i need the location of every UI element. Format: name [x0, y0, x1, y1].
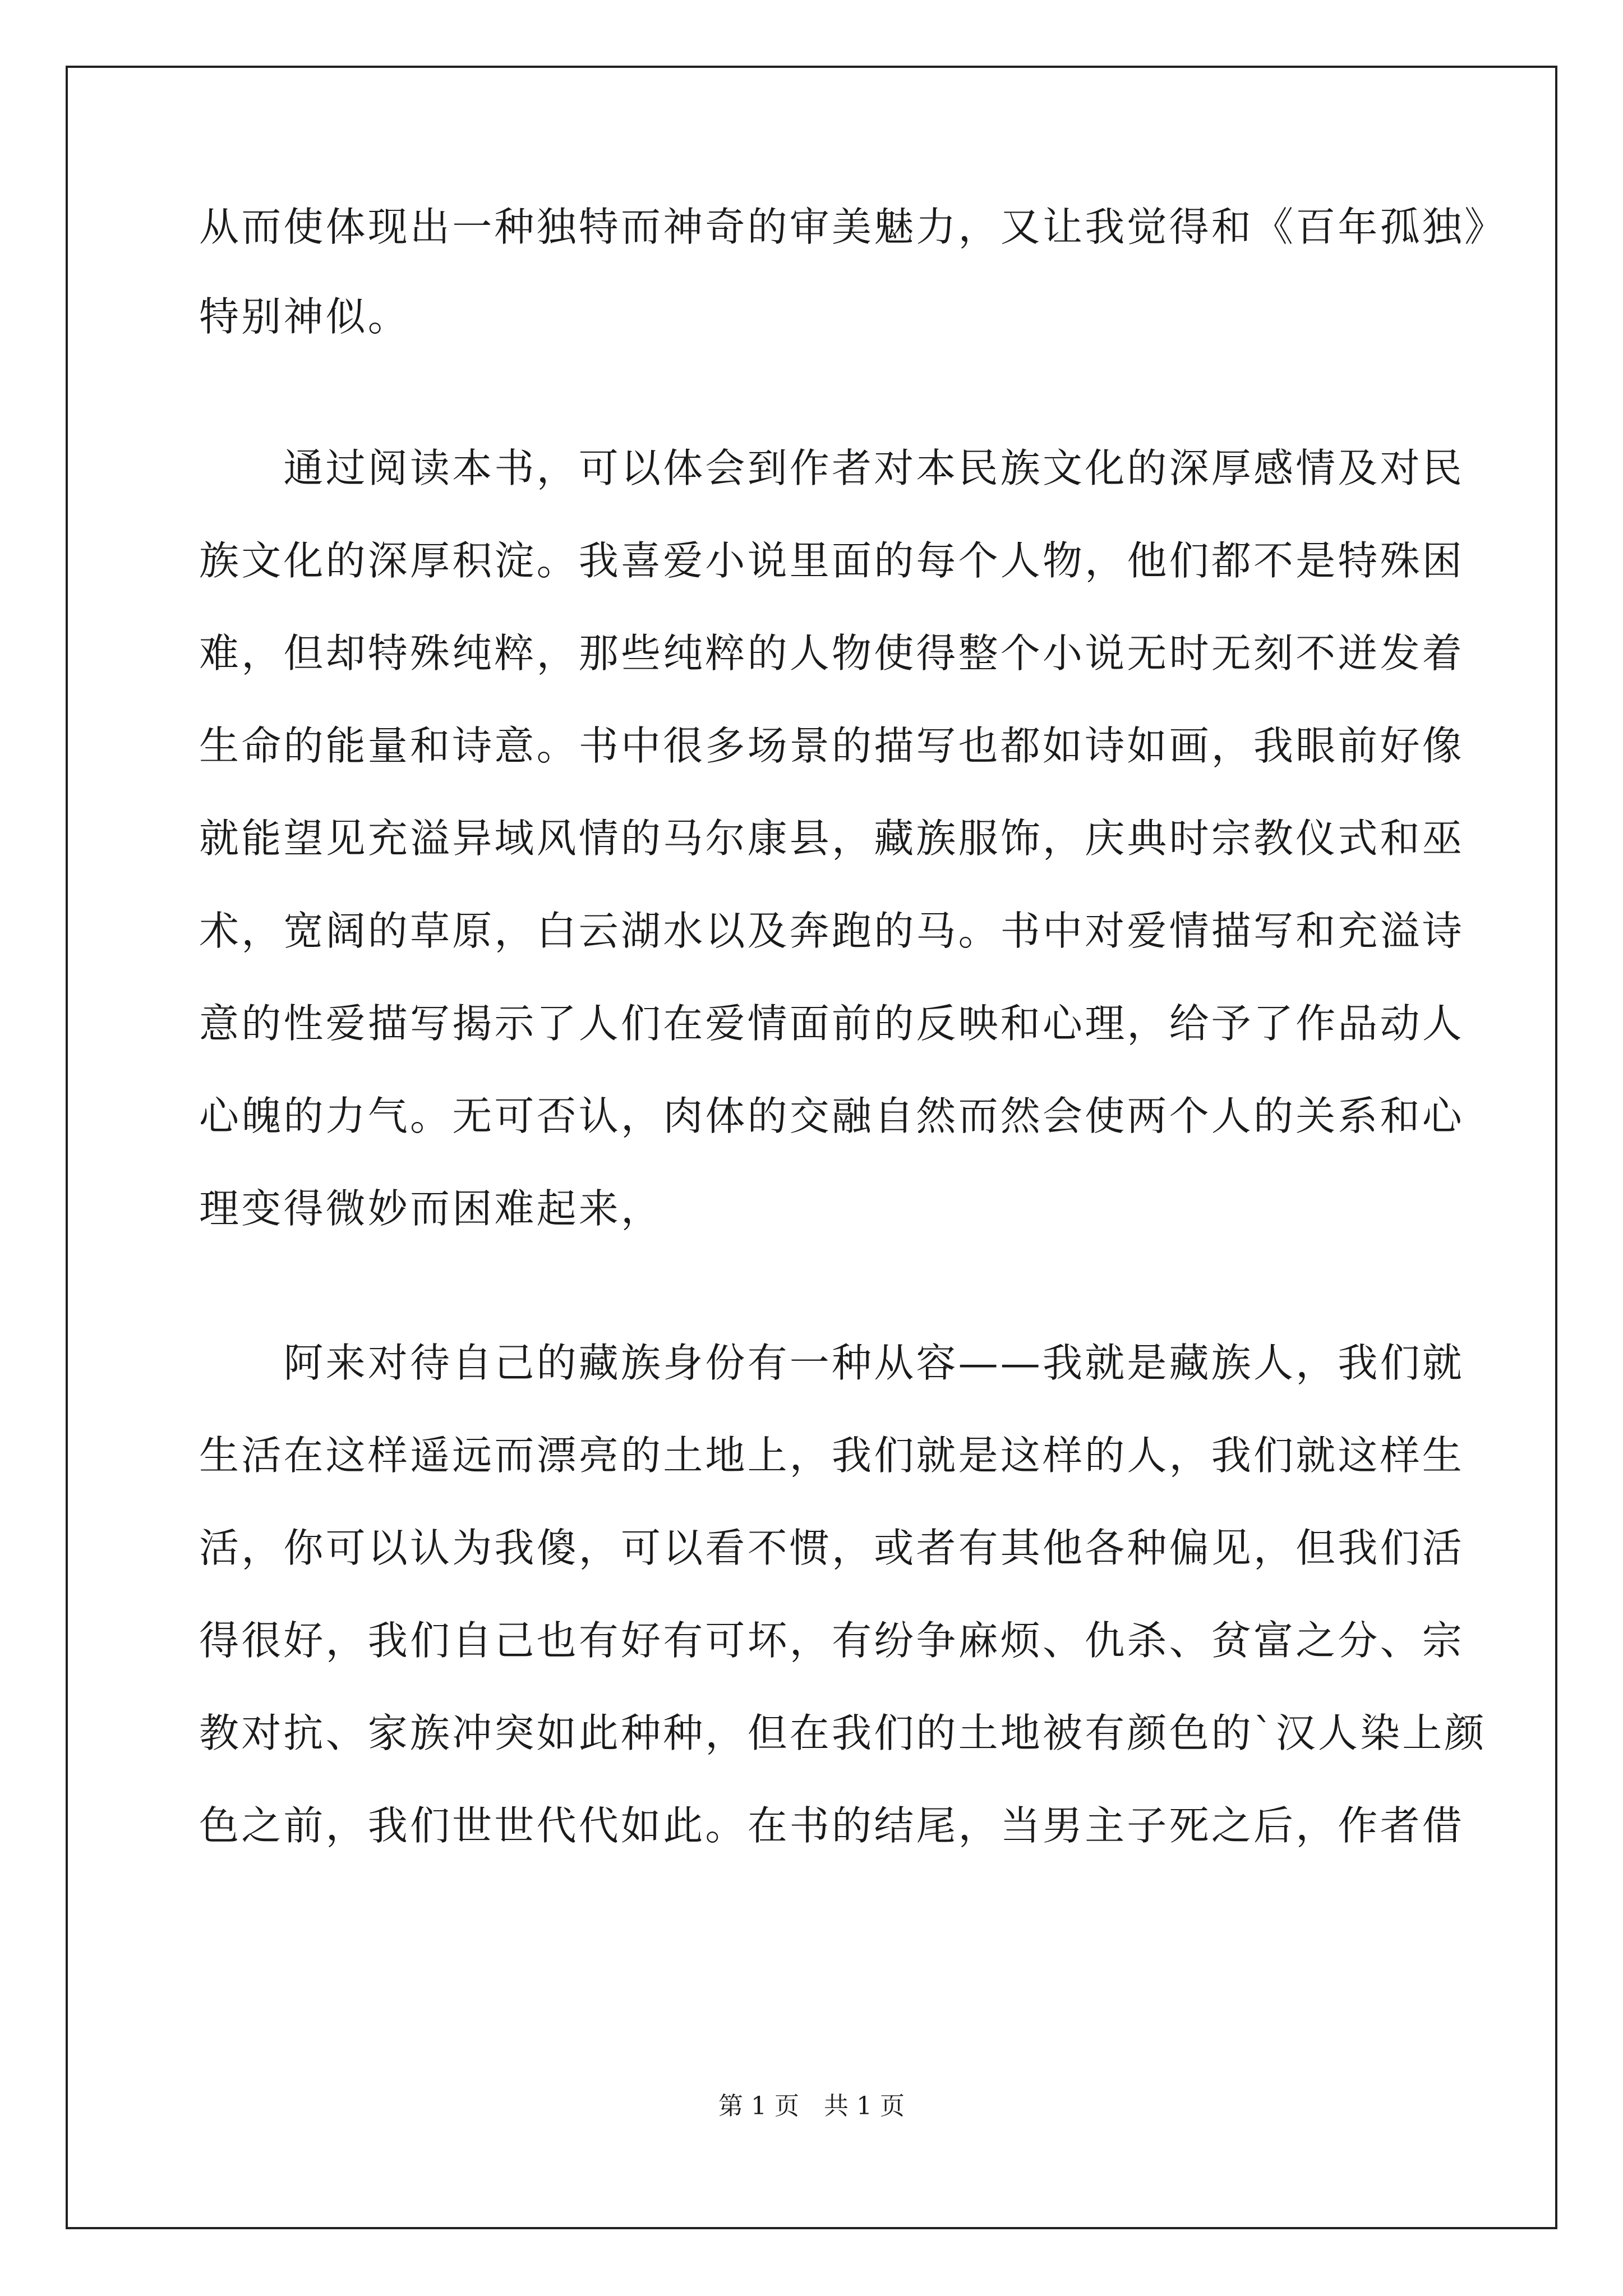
text-line: 色之前，我们世世代代如此。在书的结尾，当男主子死之后，作者借	[199, 1802, 1465, 1849]
text-line: 得很好，我们自己也有好有可坏，有纷争麻烦、仇杀、贫富之分、宗	[199, 1617, 1465, 1664]
text-line: 通过阅读本书，可以体会到作者对本民族文化的深厚感情及对民	[199, 445, 1465, 491]
page-number-footer: 第 1 页 共 1 页	[718, 2092, 905, 2120]
page-border	[66, 66, 1557, 2229]
text-line: 生活在这样遥远而漂亮的土地上，我们就是这样的人，我们就这样生	[199, 1432, 1465, 1479]
text-line: 难，但却特殊纯粹，那些纯粹的人物使得整个小说无时无刻不迸发着	[199, 630, 1465, 677]
text-line: 从而使体现出一种独特而神奇的审美魅力，又让我觉得和《百年孤独》	[199, 204, 1507, 250]
text-line: 术，宽阔的草原，白云湖水以及奔跑的马。书中对爱情描写和充溢诗	[199, 908, 1465, 954]
text-line: 理变得微妙而困难起来，	[199, 1185, 663, 1232]
text-line: 意的性爱描写揭示了人们在爱情面前的反映和心理，给予了作品动人	[199, 1000, 1465, 1047]
text-line: 族文化的深厚积淀。我喜爱小说里面的每个人物，他们都不是特殊困	[199, 537, 1465, 584]
text-line: 就能望见充溢异域风情的马尔康县，藏族服饰，庆典时宗教仪式和巫	[199, 815, 1465, 862]
text-line: 教对抗、家族冲突如此种种，但在我们的土地被有颜色的`汉人染上颜	[199, 1710, 1487, 1756]
text-line: 特别神似。	[199, 293, 411, 340]
text-line: 阿来对待自己的藏族身份有一种从容——我就是藏族人，我们就	[199, 1340, 1465, 1386]
text-line: 生命的能量和诗意。书中很多场景的描写也都如诗如画，我眼前好像	[199, 723, 1465, 769]
text-line: 活，你可以认为我傻，可以看不惯，或者有其他各种偏见，但我们活	[199, 1525, 1465, 1571]
text-line: 心魄的力气。无可否认，肉体的交融自然而然会使两个人的关系和心	[199, 1093, 1465, 1139]
